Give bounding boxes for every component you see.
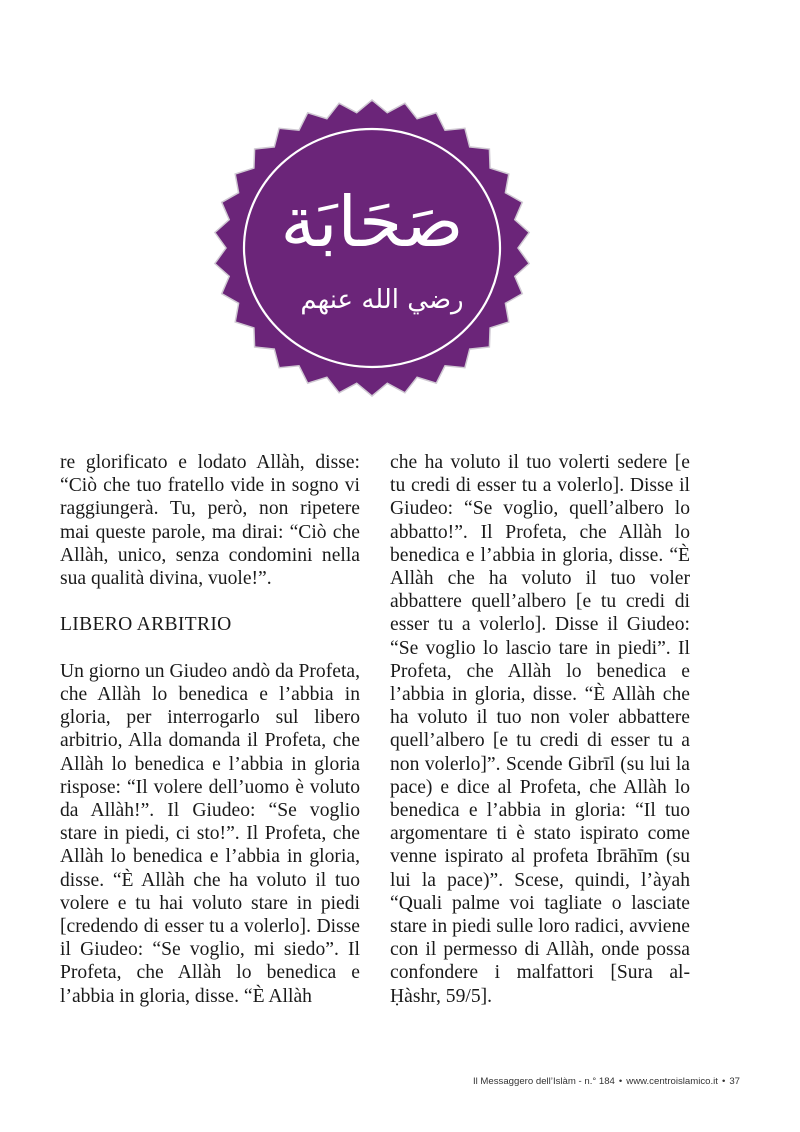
- footer-separator: •: [721, 1076, 726, 1087]
- seal-arabic-phrase: رضي الله عنهم: [300, 285, 464, 315]
- body-paragraph-right: che ha voluto il tuo volerti sedere [e tu credi di esser tu a volerlo]. Disse il Giudeo: “Se voglio, quell’albero lo abbatto!”. Il Profeta, che Allàh lo benedica e l’abbia in gloria, disse. “È Allàh che ha voluto il tuo voler abbattere quell’albero [e tu credi di esser tu a volerlo]. Disse il Giudeo: “Se voglio lo lascio tare in piedi”. Il Profeta, che Allàh lo benedica e l’abbia in gloria, disse. “È Allàh che ha voluto il tuo non voler abbattere quell’albero [e tu credi di esser tu a non volerlo]”. Scende Gibrīl (su lui la pace) e dice al Profeta, che Allàh lo benedica e l’abbia in gloria: “Il tuo argomentare ti è stato ispirato come venne ispirato al profeta Ibrāhīm (su lui la pace)”. Scese, quindi, l’àyah “Quali palme voi tagliate o lasciate stare in piedi sulle loro radici, avviene con il permesso di Allàh, onde possa confondere i malfattori [Sura al-Ḥàshr, 59/5].: [390, 452, 690, 1007]
- sahaba-seal: [212, 98, 532, 398]
- body-paragraph-left: Un giorno un Giudeo andò da Profeta, che Allàh lo benedica e l’abbia in gloria, per interrogarlo sul libero arbitrio, Alla domanda il Profeta, che Allàh lo benedica e l’abbia in gloria rispose: “Il volere dell’uomo è voluto da Allàh!”. Il Giudeo: “Se voglio stare in piedi, ci sto!”. Il Profeta, che Allàh lo benedica e l’abbia in gloria, disse. “È Allàh che ha voluto il tuo volere e tu hai voluto stare in piedi [credendo di esser tu a volerlo]. Disse il Giudeo: “Se voglio, mi siedo”. Il Profeta, che Allàh lo benedica e l’abbia in gloria, disse. “È Allàh: [60, 660, 360, 1007]
- page-footer: [400, 1076, 740, 1087]
- footer-website: www.centroislamico.it: [626, 1076, 718, 1087]
- seal-arabic-title: صَحَابَة: [280, 181, 464, 263]
- intro-paragraph: re glorificato e lodato Allàh, disse: “Ciò che tuo fratello vide in sogno vi raggiungerà. Tu, però, non ripetere mai queste parole, ma dirai: “Ciò che Allàh, unico, senza condomini nella sua qualità divina, vuole!”.: [60, 452, 360, 590]
- footer-page-number: 37: [729, 1076, 740, 1087]
- article-column-right: [390, 451, 690, 1008]
- section-heading: LIBERO ARBITRIO: [60, 614, 232, 636]
- footer-publication: Il Messaggero dell’Islàm - n.° 184: [472, 1076, 615, 1087]
- footer-separator: •: [618, 1076, 623, 1087]
- article-column-left: [60, 451, 360, 1008]
